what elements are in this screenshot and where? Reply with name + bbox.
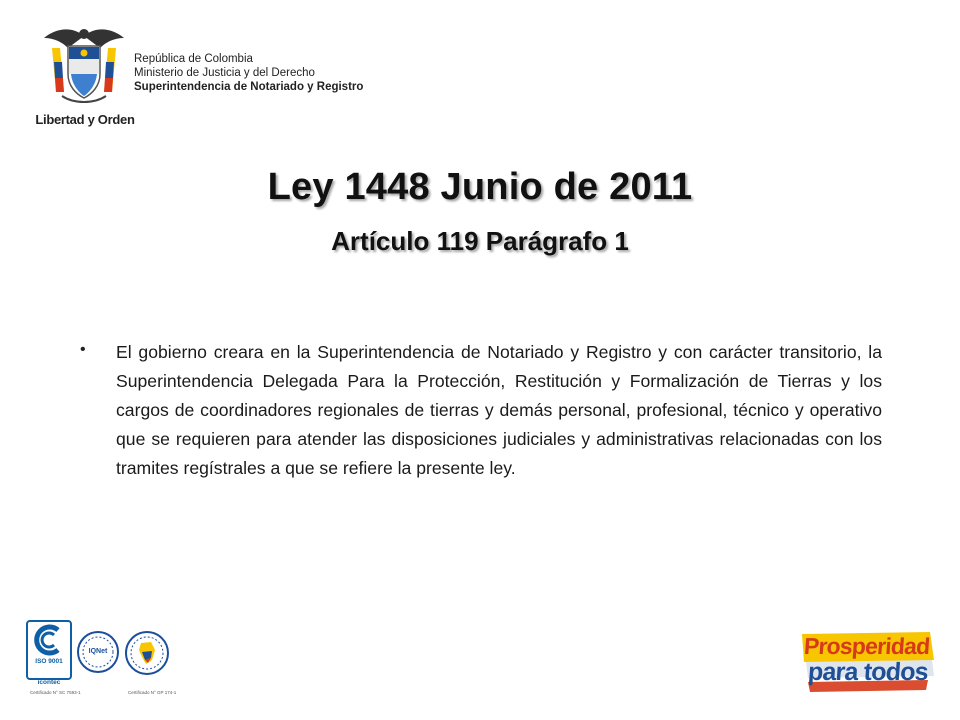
agency-line-country: República de Colombia <box>134 53 253 65</box>
slogan-line-2: para todos <box>807 658 929 686</box>
iso-certification-badge <box>26 620 72 680</box>
colombia-map-seal-icon <box>124 630 170 676</box>
slide-subtitle: Artículo 119 Parágrafo 1 <box>331 226 629 256</box>
certificate-right: Certificado N° GP 174-1 <box>128 690 177 695</box>
agency-line-ministry: Ministerio de Justicia y del Derecho <box>134 67 315 79</box>
agency-block <box>134 52 363 94</box>
certificate-left: Certificado N° SC 7593-1 <box>30 690 81 695</box>
bullet-text: El gobierno creara en la Superintendencia de Notariado y Registro y con carácter transitorio, la Superintendencia Delegada Para la Protección, Restitución y Formalización de Tierras y los cargos de coordinadores regionales de tierras y demás personal, profesional, técnico y operativo que se requieren para atender las disposiciones judiciales y administrativas relacionadas con los tramites regístrales a que se refiere la presente ley. <box>116 342 882 478</box>
slogan-line-1: Prosperidad <box>803 633 931 659</box>
slide-title: Ley 1448 Junio de 2011 <box>267 166 693 208</box>
agency-line-superintendency: Superintendencia de Notariado y Registro <box>134 81 364 93</box>
iqnet-label: IQNet <box>88 648 108 655</box>
crest-motto: Libertad y Orden <box>35 112 135 127</box>
icontec-label: icontec <box>37 679 61 686</box>
colombia-coat-of-arms-icon <box>38 22 130 108</box>
bullet-icon: • <box>80 341 86 358</box>
iso-label: ISO 9001 <box>35 658 63 665</box>
list-item <box>80 338 882 483</box>
bullet-list <box>80 338 882 483</box>
icontec-c-icon <box>28 622 70 658</box>
